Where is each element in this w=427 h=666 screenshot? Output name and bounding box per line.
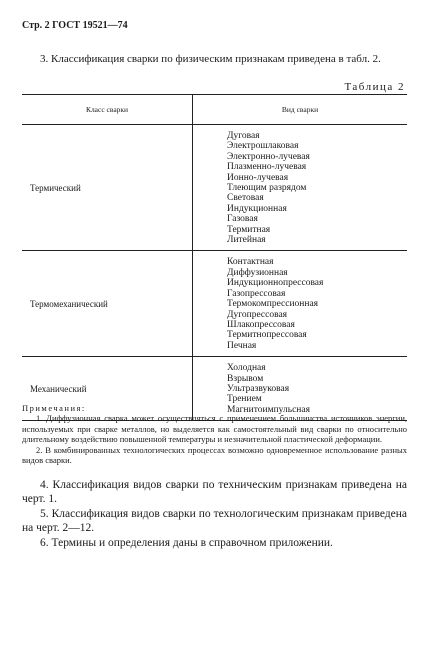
notes-title: Примечания: [22,403,86,413]
item-4: 4. Классификация видов сварки по техническим признакам приведена на черт. 1. [22,479,407,505]
type-item: Литейная [227,235,266,246]
type-item: Трением [227,394,262,405]
table-row [22,125,407,251]
type-item: Магнитоимпульсная [227,404,310,415]
type-item: Взрывом [227,373,264,384]
type-item: Газовая [227,214,258,225]
types-cell [193,251,408,357]
table-header-row [22,95,407,125]
type-item: Термитная [227,224,271,235]
type-item: Индукционная [227,203,287,214]
note-item: 2. В комбинированных технологических процессах возможно одновременное использование разных видов сварки. [22,444,407,466]
type-item: Контактная [227,257,274,268]
class-cell: Термический [22,125,193,251]
type-item: Электрошлаковая [227,141,299,152]
page-header: Стр. 2 ГОСТ 19521—74 [22,20,128,31]
header-type: Вид сварки [193,95,408,125]
type-item: Печная [227,340,257,351]
classification-table [22,94,407,421]
item-5: 5. Классификация видов сварки по технологическим признакам приведена на черт. 2—12. [22,508,407,534]
table-caption: Таблица 2 [344,81,405,93]
type-item: Шлакопрессовая [227,319,295,330]
type-item: Термокомпрессионная [227,299,319,310]
type-item: Газопрессовая [227,288,286,299]
type-item: Плазменно-лучевая [227,162,307,173]
type-item: Диффузионная [227,267,288,278]
type-item: Дуговая [227,131,260,141]
type-item: Электронно-лучевая [227,151,310,162]
notes-section [22,403,407,465]
header-class: Класс сварки [22,95,193,125]
class-cell: Термомеханический [22,251,193,357]
type-item: Тлеющим разрядом [227,183,307,194]
table-row [22,251,407,357]
paragraph-3: 3. Классификация сварки по физическим признакам приведена в табл. 2. [40,53,381,65]
types-cell [193,125,408,251]
type-item: Холодная [227,363,266,374]
type-item: Ионно-лучевая [227,172,289,183]
note-item: 1. Диффузионная сварка может осуществляться с применением большинства источников энергии, используемых при сварке металлов, но выделяется как самостоятельный вид сварки по относительно длительному воздействию повышенной температуры и незначительной пластической деформации. [22,413,407,445]
type-item: Индукционнопрессовая [227,278,324,289]
item-6: 6. Термины и определения даны в справочном приложении. [40,537,333,549]
type-item: Термитнопрессовая [227,330,307,341]
type-item: Световая [227,193,264,204]
class-cell: Механический [22,357,193,421]
numbered-items [22,478,407,551]
type-item: Дугопрессовая [227,309,288,320]
type-item: Ультразвуковая [227,383,290,394]
